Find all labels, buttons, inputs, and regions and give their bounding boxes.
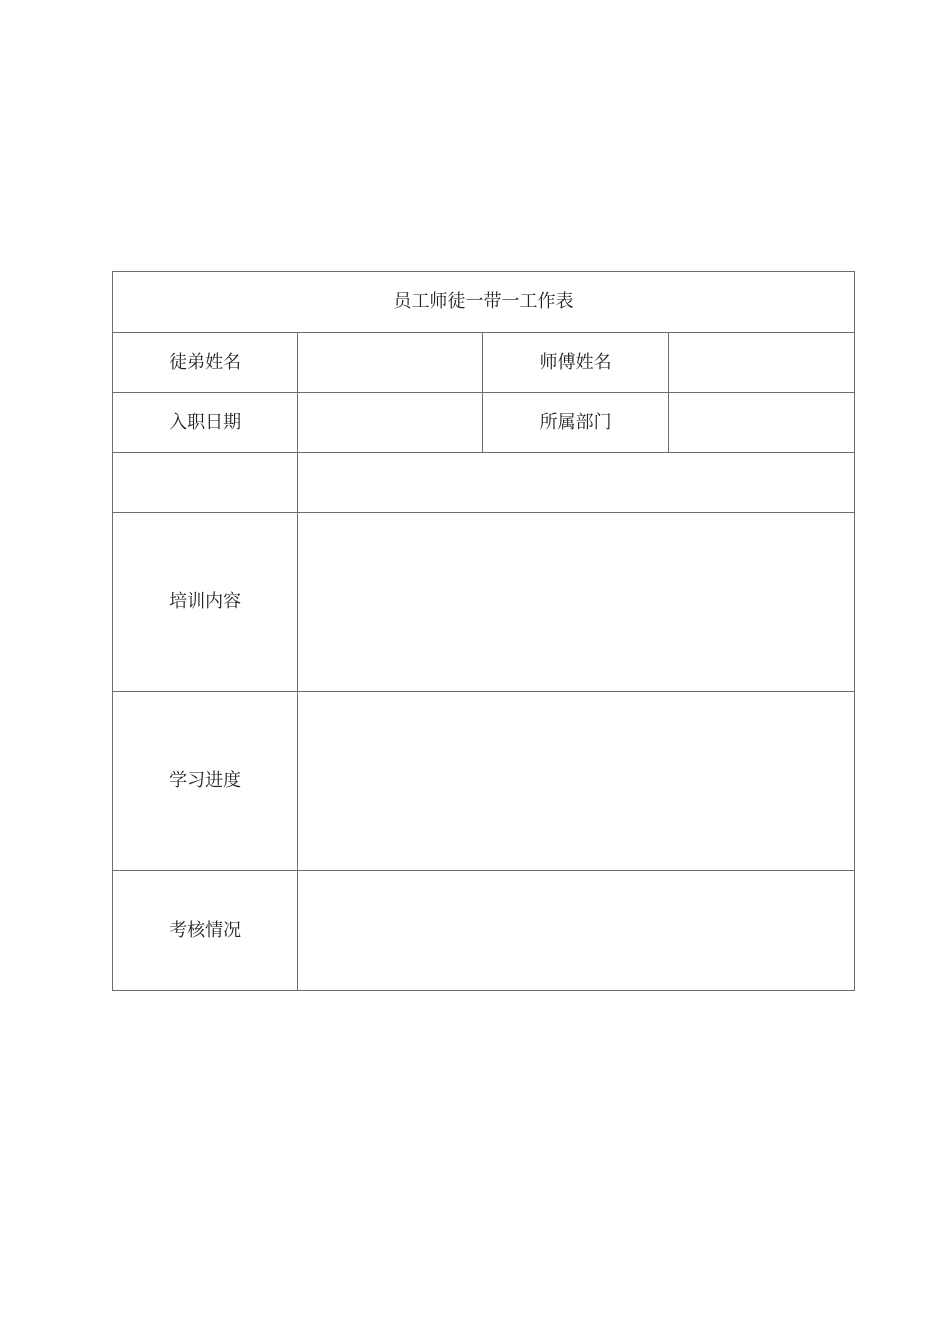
hire-date-field[interactable]: [298, 393, 483, 453]
learning-progress-label: 学习进度: [113, 692, 298, 871]
blank-row-label: [113, 453, 298, 513]
assessment-label: 考核情况: [113, 871, 298, 991]
apprentice-name-label: 徒弟姓名: [113, 333, 298, 393]
mentor-name-field[interactable]: [668, 333, 854, 393]
assessment-row: [113, 871, 855, 991]
mentor-name-label: 师傅姓名: [483, 333, 668, 393]
assessment-field[interactable]: [298, 871, 855, 991]
name-row: [113, 333, 855, 393]
apprentice-name-field[interactable]: [298, 333, 483, 393]
form-title-row: [113, 272, 855, 333]
form-title: 员工师徒一带一工作表: [113, 272, 855, 333]
department-label: 所属部门: [483, 393, 668, 453]
training-content-row: [113, 513, 855, 692]
date-department-row: [113, 393, 855, 453]
training-content-label: 培训内容: [113, 513, 298, 692]
blank-row-field[interactable]: [298, 453, 855, 513]
mentorship-form-table: [112, 271, 855, 991]
department-field[interactable]: [668, 393, 854, 453]
hire-date-label: 入职日期: [113, 393, 298, 453]
learning-progress-row: [113, 692, 855, 871]
blank-row: [113, 453, 855, 513]
training-content-field[interactable]: [298, 513, 855, 692]
learning-progress-field[interactable]: [298, 692, 855, 871]
